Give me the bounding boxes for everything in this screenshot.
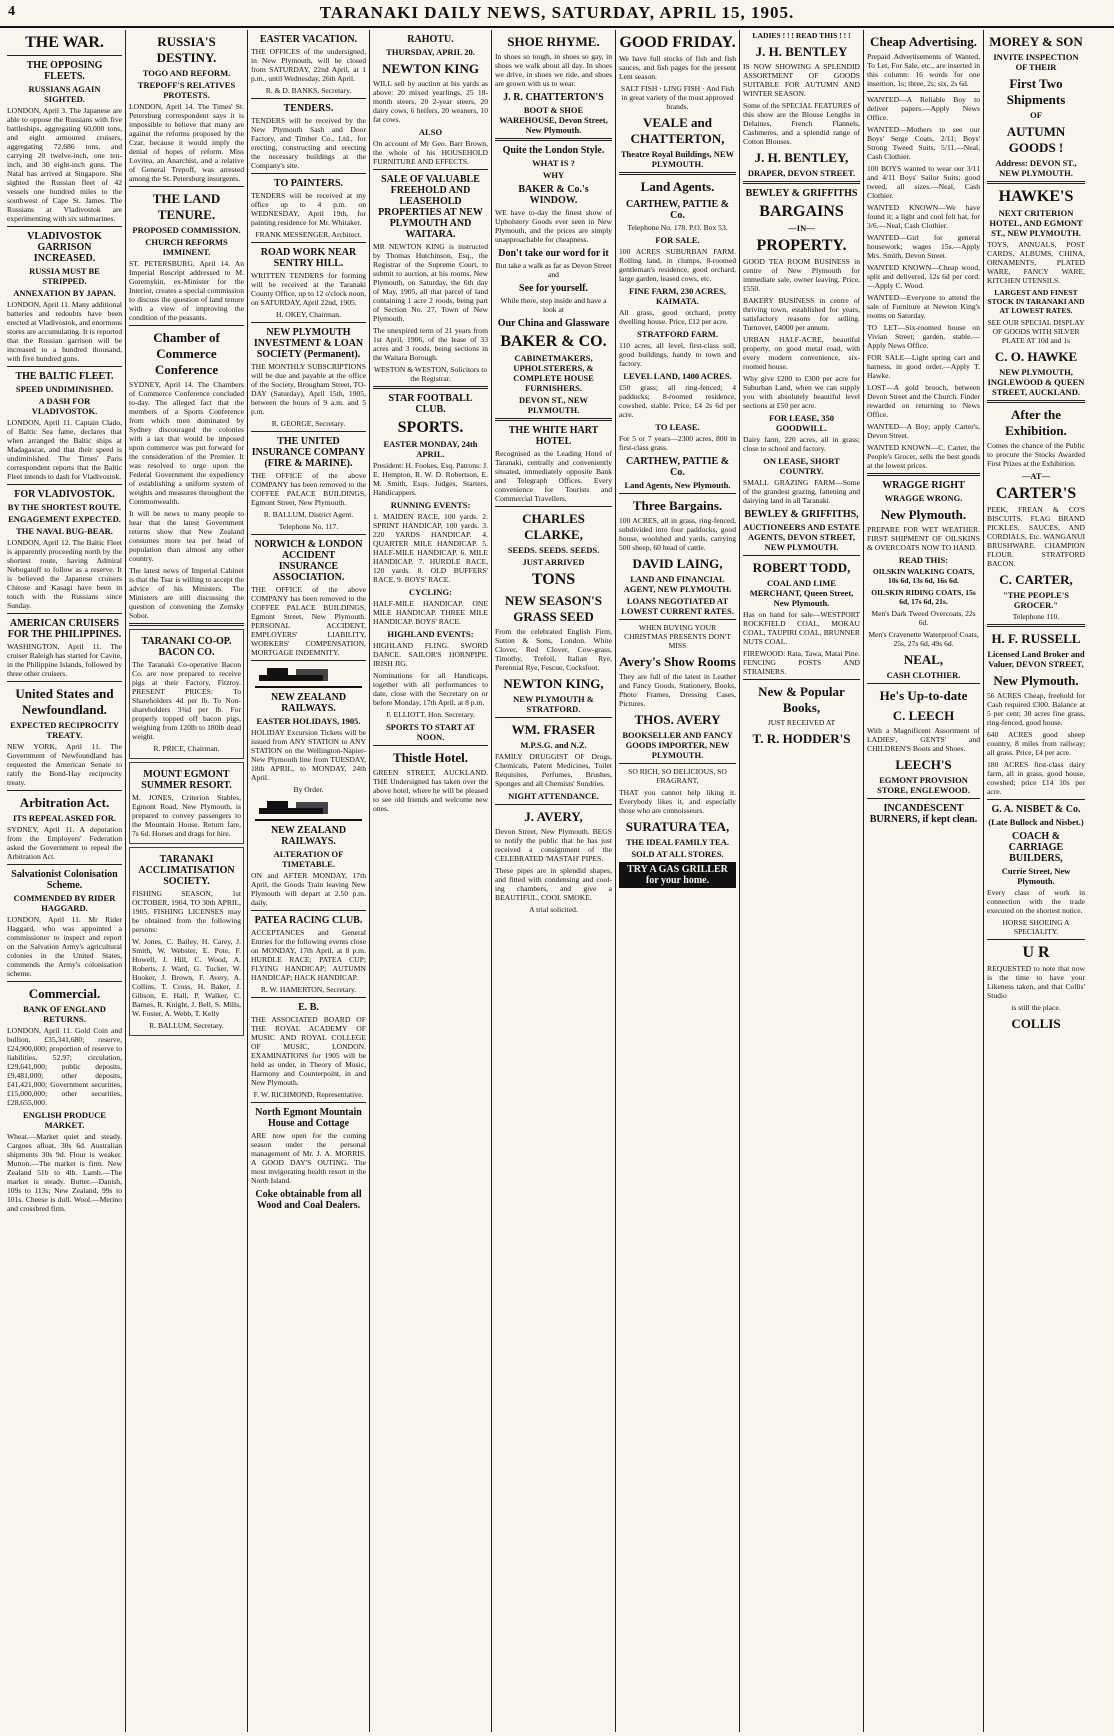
classified-spring-cart: FOR SALE—Light spring cart and harness, in good order.—Apply T. Hawke.	[867, 353, 980, 380]
subheading-goodwill: FOR LEASE, 350 GOODWILL.	[769, 413, 834, 433]
heading-cheap-advertising: Cheap Advertising.	[870, 34, 977, 49]
classified-boy: WANTED—A Reliable Boy to deliver papers.—Apply News Office.	[867, 95, 980, 122]
text-still-the-place: is still the place.	[1011, 1003, 1061, 1012]
heading-land-tenure: THE LAND TENURE.	[152, 191, 221, 222]
page-number: 4	[8, 4, 16, 19]
subheading-seeds: SEEDS. SEEDS. SEEDS.	[507, 545, 600, 555]
text-white-hart: Recognised as the Leading Hotel of Taranaki, centrally and conveniently situated, immediately opposite Bank and Telegraph Offices. Every convenience for Tourists and Commercial Travellers.	[495, 449, 612, 503]
text-step-inside: While there, step inside and have a look at	[500, 296, 607, 314]
text-overcoats: Men's Dark Tweed Overcoats, 22s 6d.	[871, 609, 976, 627]
text-every-class: Every class of work in connection with the trade executed on the shortest notice.	[987, 888, 1085, 915]
text-lease-term: The unexpired term of 21 years from 1st April, 1906, of the lease of 33 acres and 3 roods, being sections in the Waitara Borough.	[373, 326, 488, 362]
ad-acclimatisation	[129, 847, 244, 1036]
subheading-financial-agent: LAND AND FINANCIAL AGENT, NEW PLYMOUTH.	[623, 574, 732, 594]
subheading-peoples-grocer: "THE PEOPLE'S GROCER."	[1003, 590, 1069, 610]
subheading-late-bullock: (Late Bullock and Nisbet.)	[988, 817, 1084, 827]
text-autumn-assortment: IS NOW SHOWING A SPLENDID ASSORTMENT OF GOODS SUITABLE FOR AUTUMN AND WINTER SEASON.	[743, 62, 860, 98]
text-take-a-walk: But take a walk as far as Devon Street and	[495, 261, 612, 279]
heading-american-cruisers: AMERICAN CRUISERS FOR THE PHILIPPINES.	[7, 618, 122, 640]
text-christmas-presents: WHEN BUYING YOUR CHRISTMAS PRESENTS DON'T MISS	[624, 623, 731, 650]
heading-see-yourself: See for yourself.	[519, 283, 588, 294]
classified-felt-hat: WANTED KNOWN—We have found it; a light and cool felt hat, for 3/6.—Neal, Cash Clothier.	[867, 203, 980, 230]
heading-property-sale: SALE OF VALUABLE FREEHOLD AND LEASEHOLD PROPERTIES AT NEW PLYMOUTH AND WAITARA.	[378, 174, 483, 240]
subheading-sports-start: SPORTS TO START AT NOON.	[385, 722, 476, 742]
signature-united-insurance: R. BALLUM, District Agent.	[263, 510, 354, 519]
heading-veale-chatterton: VEALE and CHATTERTON,	[630, 115, 725, 146]
heading-leechs: LEECH'S	[895, 757, 952, 772]
text-stocks-awarded: Comes the chance of the Public to procure the Stocks Awarded First Prizes at the Exhibition.	[987, 441, 1085, 468]
heading-charles-clarke: CHARLES CLARKE,	[522, 511, 585, 542]
heading-grass-seed: NEW SEASON'S GRASS SEED	[505, 593, 602, 624]
heading-london-style: Quite the London Style.	[502, 145, 605, 156]
heading-carthew-pattie-2: CARTHEW, PATTIE & Co.	[625, 456, 730, 478]
heading-wm-fraser: WM. FRASER	[511, 722, 596, 737]
heading-new-plymouth: New Plymouth.	[880, 507, 967, 522]
heading-patea-racing: PATEA RACING CLUB.	[254, 915, 363, 926]
column-drapers	[740, 30, 864, 1732]
signature-elliott: F. ELLIOTT, Hon. Secretary.	[386, 710, 475, 719]
subheading-bank-of-england: BANK OF ENGLAND RETURNS.	[23, 1004, 106, 1024]
article-salvationist: LONDON, April 11. Mr Rider Haggard, who was appointed a commissioner to inspect and report on the Salvation Army's agricultural colonies in the United States, commends the Army's colonisation scheme.	[7, 915, 122, 978]
heading-chatterton: J. R. CHATTERTON'S	[503, 92, 604, 103]
subheading-speed: SPEED UNDIMINISHED.	[15, 384, 114, 394]
text-dairy-farm: Dairy farm, 220 acres, all in grass; close to school and factory.	[743, 435, 860, 453]
heading-north-egmont: North Egmont Mountain House and Cottage	[255, 1107, 362, 1129]
classified-carter-grocer: WANTED KNOWN—C. Carter, the People's Grocer, sells the best goods at the lowest prices.	[867, 443, 980, 470]
text-to-lease: For 5 or 7 years—2300 acres, 800 in first-class grass.	[619, 434, 736, 452]
signature-bacon-co: R. PRICE, Chairman.	[153, 744, 220, 753]
text-baker-window: WE have to-day the finest show of Upholstery Goods ever seen in New Plymouth, and the prices are simply unapproachable for cheapness.	[495, 208, 612, 244]
heading-new-plymouth-2: New Plymouth.	[993, 673, 1079, 688]
text-highland: HIGHLAND FLING. SWORD DANCE. SAILOR'S HORNPIPE. IRISH JIG.	[373, 641, 488, 668]
article-vladivostok: LONDON, April 11. Many additional batteries and redoubts have been erected at Vladivostok, and enormous stores are accumulating. It is reported that the Russian garrison will be increased to a hundred thousand, with five hundred guns.	[7, 300, 122, 363]
heading-commercial: Commercial.	[28, 986, 101, 1001]
classified-to-let: TO LET—Six-roomed house on Vivian Street; garden, stable.—Apply News Office.	[867, 323, 980, 350]
signature-patea: R. W. HAMERTON, Secretary.	[260, 985, 357, 994]
heading-hodder: T. R. HODDER'S	[752, 731, 851, 746]
article-arbitration: SYDNEY, April 11. A deputation from the Employers' Federation asked the Government to repeal the Arbitration Act.	[7, 825, 122, 861]
text-sports-officials: President: H. Fookes, Esq. Patrons: J. E. Hempton, R. W. D. Robertson, E. M. Smith, Esqs. Judges, Starters, Handicappers.	[373, 461, 488, 497]
text-suburban-land: Why give £200 to £300 per acre for Suburban Land, when we can supply you with absolutely beautiful level sections at £50 per acre.	[743, 374, 860, 410]
text-shoe-rhyme: In shoes so tough, in shoes so gay, in shoes we walk about all day. In shoes we drive, in shoes we ride, and shoes are grown with us to wear.	[495, 52, 612, 88]
text-fishing-licenses: FISHING SEASON, 1st OCTOBER, 1904, TO 30th APRIL, 1905. FISHING LICENSES may be obtained from the following persons:	[132, 889, 241, 934]
article-land-tenure: ST. PETERSBURG, April 14. An Imperial Rescript addressed to M. Goremykin, ex-Minister for the Interior, creates a special commission to discuss the question of land tenure with a view of improving the condition of the peasants.	[129, 259, 244, 322]
text-likeness: REQUESTED to note that now is the time to have your Likeness taken, and that Collis' Studio	[987, 964, 1085, 1000]
heading-shoe-rhyme: SHOE RHYME.	[507, 34, 600, 49]
subheading-address: Address: DEVON ST., NEW PLYMOUTH.	[995, 158, 1077, 178]
classified-wood: WANTED KNOWN—Cheap wood, split and delivered, 12s 6d per cord.—Apply C. Wood.	[867, 263, 980, 290]
heading-vladivostok-garrison: VLADIVOSTOK GARRISON INCREASED.	[27, 231, 102, 264]
heading-robert-todd: ROBERT TODD,	[752, 560, 851, 575]
text-norwich-london: THE OFFICE of the above COMPANY has been removed to the COFFEE PALACE BUILDINGS, Egmont Street, New Plymouth. PERSONAL ACCIDENT, EMPLOYERS' LIABILITY, WORKERS' COMPENSATION, MORTGAGE INDEMNITY.	[251, 585, 366, 657]
heading-neal: NEAL,	[903, 652, 944, 667]
heading-avery-showrooms: Avery's Show Rooms	[619, 654, 736, 669]
heading-tenders: TENDERS.	[283, 103, 334, 114]
subheading-russia-stripped: RUSSIA MUST BE STRIPPED.	[29, 266, 100, 286]
text-firewood: FIREWOOD: Rata, Tawa, Matai Pine. FENCING POSTS AND STRAINERS.	[743, 649, 860, 676]
heading-after-exhibition: After the Exhibition.	[1005, 407, 1067, 438]
heading-tons: TONS	[531, 571, 576, 588]
text-mastah-pipes: Devon Street, New Plymouth. BEGS to notify the public that he has just received a consignment of the CELEBRATED 'MASTAH' PIPES.	[495, 827, 612, 863]
ad-mount-egmont	[129, 762, 244, 844]
list-license-agents: W. Jones, C. Bailey, H. Carey, J. Smith, W. Webster, E. Pote, F. Howell, J. Hill, C. Wood, A. Roberts, J. Ward, G. Tucker, W. Hooker, J. Brown, F. Avery, A. Collins, T. Cross, H. Baker, J. Gibson, E. Hall, P. Walker, C. Barnes, R. Knight, J. Bell, S. Mills, W. Foster, A. Webb, T. Kelly	[132, 937, 241, 1018]
subheading-annexation: ANNEXATION BY JAPAN.	[13, 288, 116, 298]
text-grazing-farm: SMALL GRAZING FARM—Some of the grandest grazing, fattening and dairying land in all Taranaki.	[743, 478, 860, 505]
signature-investment: R. GEORGE, Secretary.	[271, 419, 346, 428]
text-rahotu-sale: WILL sell by auction at his yards as above: 20 mixed yearlings, 25 18-month steers, 20 2-year steers, 20 dairy cows, 6 heifers, 20 weaners, 10 fat cows.	[373, 79, 488, 124]
article-tea-consumption: It will be news to many people to hear that the latest Government returns show that New Zealand consumes more tea per head of population than almost any other country.	[129, 509, 244, 563]
text-fish-types: SALT FISH · LING FISH · And Fish in great variety of the most approved brands.	[620, 84, 735, 111]
article-produce-market: Wheat.—Market quiet and steady. Cargoes afloat, 30s 6d. Australian shipments 30s 9d. Flour is weaker. Mutton.—The market is firm. New Zealand 51b to 4lb. Lamb.—The market is steady. Butter.—Danish, 109s to 113s; New Zealand, 99s to 101s. Cheese is dull. Wool.—Merino and crossbred firm.	[7, 1132, 122, 1213]
text-patea-racing: ACCEPTANCES and General Entries for the following events close on MONDAY, 17th April, at 8 p.m. HURDLE RACE; PATEA CUP; FLYING HANDICAP; AUTUMN HANDICAP; HACK HANDICAP.	[251, 928, 366, 982]
classified-furniture: WANTED—Everyone to attend the sale of Furniture at Newton King's rooms on Saturday.	[867, 293, 980, 320]
heading-c-o-hawke: C. O. HAWKE	[994, 349, 1078, 364]
subheading-what-is: WHAT IS ?	[532, 158, 575, 168]
subheading-invite: INVITE INSPECTION OF THEIR	[993, 52, 1079, 72]
text-bacon-co: The Taranaki Co-operative Bacon Co. are now prepared to receive pigs at their Factory, Fitzroy. PRESENT PRICES: To Shareholders 4d per lb. To Non-shareholders 3¾d per lb. For properly topped off bacon pigs, weighing from 120lb to 180lb dead weight.	[132, 660, 241, 741]
subheading-togo-reform: TOGO AND REFORM.	[142, 68, 231, 78]
text-fish-stocks: We have full stocks of fish and fish sauces, and fish pages for the present Lent season.	[619, 54, 736, 81]
subheading-theatre-royal: Theatre Royal Buildings, NEW PLYMOUTH.	[620, 149, 735, 169]
column-shops	[492, 30, 616, 1732]
subheading-easter-monday: EASTER MONDAY, 24th APRIL.	[383, 439, 478, 459]
subheading-level-land: LEVEL LAND, 1400 ACRES.	[623, 371, 732, 381]
heading-j-avery: J. AVERY,	[524, 809, 583, 824]
text-excursion-tickets: HOLIDAY Excursion Tickets will be issued from ANY STATION to ANY STATION on the Wellington-Napier-New Plymouth line from TUESDAY, 18th APRIL, to MONDAY, 24th April.	[251, 728, 366, 782]
subheading-provision-store: EGMONT PROVISION STORE, ENGLEWOOD.	[877, 775, 970, 795]
heading-russias-destiny: RUSSIA'S DESTINY.	[156, 34, 217, 65]
heading-norwich-london: NORWICH & LONDON ACCIDENT INSURANCE ASSOCIATION.	[254, 539, 363, 583]
heading-acclimatisation: TARANAKI ACCLIMATISATION SOCIETY.	[138, 854, 235, 887]
heading-carthew-pattie: CARTHEW, PATTIE & Co.	[625, 199, 730, 221]
subheading-cycling: CYCLING:	[409, 587, 452, 597]
text-wm-fraser: FAMILY DRUGGIST OF Drugs, Chemicals, Patent Medicines, Toilet Requisites, Perfumes, Brushes, Sponges and all Chemists' Sundries.	[495, 752, 612, 788]
text-oilskins: PREPARE FOR WET WEATHER. FIRST SHIPMENT OF OILSKINS & OVERCOATS NOW TO HAND.	[867, 525, 980, 552]
signature-easter-vacation: R. & D. BANKS, Secretary.	[265, 86, 352, 95]
heading-suratura-tea: SURATURA TEA,	[625, 819, 730, 834]
text-just-received: JUST RECEIVED AT	[767, 718, 836, 727]
heading-us-newfoundland: United States and Newfoundland.	[15, 686, 114, 717]
heading-coach-builders: COACH & CARRIAGE BUILDERS,	[1008, 831, 1064, 864]
heading-baker-window: BAKER & Co.'s WINDOW.	[518, 184, 589, 206]
heading-thistle-hotel: Thistle Hotel.	[392, 750, 469, 765]
subheading-stratford-farm: STRATFORD FARM.	[637, 329, 718, 339]
subheading-cash-clothier: CASH CLOTHIER.	[886, 670, 961, 680]
heading-land-agents: Land Agents.	[640, 179, 715, 194]
text-kaimata: All grass, good orchard, pretty dwelling house. Price, £12 per acre.	[619, 308, 736, 326]
article-baltic-fleet: LONDON, April 11. Captain Clado, of Baltic Sea fame, declares that when arranged the Baltic ships at Madagascar, and that their speed is undiminished. The Times' Paris correspondent reports that the Baltic Fleet intends to dash for Vladivostok.	[7, 418, 122, 481]
heading-investment-society: NEW PLYMOUTH INVESTMENT & LOAN SOCIETY (Permanent).	[253, 327, 364, 360]
article-newfoundland: NEW YORK, April 11. The Government of Newfoundland has requested the American Senate to ratify the Bond-Hay reciprocity treaty.	[7, 742, 122, 787]
heading-chamber-commerce: Chamber of Commerce Conference	[153, 330, 220, 377]
article-american-cruisers: WASHINGTON, April 11. The cruiser Raleigh has started for Cavite, in the Philippine Islands, followed by three other cruisers.	[7, 642, 122, 678]
text-cravenette: Men's Cravenette Waterproof Coats, 25s, 27s 6d, 49s 6d.	[868, 630, 979, 648]
text-silver-plate: SEE OUR SPECIAL DISPLAY OF GOODS WITH SILVER PLATE AT 10d and 1s	[987, 318, 1085, 345]
telephone-united-insurance: Telephone No. 117.	[278, 522, 339, 531]
article-russias-destiny: LONDON, April 14. The Times' St. Petersburg correspondent says it is impossible to believe that many are against the reforms proposed by the Czar, because it would imply the denial of hopes of reform. Miss Lovitea, an Anarchist, and a relative of General Trepoff, was arrested among the St. Petersburg insurgents.	[129, 102, 244, 183]
heading-baltic-fleet: THE BALTIC FLEET.	[15, 371, 114, 382]
classified-serge-coats: WANTED—Mothers to see our Boys' Serge Coats, 2/11; Boys' Strong Tweed Suits, 5/11.—Neal, Cash Clothier.	[867, 125, 980, 161]
text-tea-room: GOOD TEA ROOM BUSINESS in centre of New Plymouth for immediate sale, owner leaving. Price, £550.	[743, 257, 860, 293]
text-cannot-help: THAT you cannot help liking it. Everybody likes it, and especially those who are connoisseurs.	[619, 788, 736, 815]
text-largest-stock: LARGEST AND FINEST STOCK IN TARANAKI AND AT LOWEST RATES.	[987, 288, 1085, 315]
subheading-devon-st: DEVON ST., NEW PLYMOUTH.	[518, 395, 589, 415]
subheading-wragge-wrong: WRAGGE WRONG.	[884, 493, 963, 503]
subheading-cabinetmakers: CABINETMAKERS, UPHOLSTERERS, & COMPLETE HOUSE FURNISHERS.	[513, 353, 594, 393]
text-640-acres: 640 ACRES good sheep country, 8 miles from railway; all grass. Price, £4 per acre.	[987, 730, 1085, 757]
signature-academy: F. W. RICHMOND, Representative.	[253, 1090, 364, 1099]
text-running-events: 1. MAIDEN RACE, 100 yards. 2. SPRINT HANDICAP, 100 yards. 3. 220 YARDS HANDICAP. 4. QUARTER MILE HANDICAP. 5. HALF-MILE HANDICAP. 6. MILE HANDICAP. 7. HURDLE RACE, 120 yards. 8. OLD BUFFERS' RACE. 9. BOYS' RACE.	[373, 512, 488, 584]
subheading-engagement: ENGAGEMENT EXPECTED.	[8, 514, 121, 524]
heading-wragge-right: WRAGGE RIGHT	[882, 480, 965, 491]
article-bank-returns: LONDON, April 11. Gold Coin and bullion, £35,341,680; reserve, £24,900,000; proportion of reserve to liabilities, 52.97; circulation, £29,641,000; public deposits, £9,481,000; other deposits, £41,421,000; Government securities, £15,000,000; other securities, £28,655,000.	[7, 1026, 122, 1107]
heading-c-carter: C. CARTER,	[999, 572, 1073, 587]
heading-newton-king: NEWTON KING	[382, 61, 479, 76]
subheading-hawke-branches: NEW PLYMOUTH, INGLEWOOD & QUEEN STREET, AUCKLAND.	[987, 367, 1085, 397]
subheading-in: —IN—	[788, 223, 815, 233]
heading-morey-son: MOREY & SON	[989, 34, 1083, 49]
heading-u-r: U R	[1022, 944, 1050, 961]
ad-bacon-co	[129, 629, 244, 759]
signature-by-order: By Order.	[293, 785, 324, 794]
subheading-coal-lime: COAL AND LIME MERCHANT, Queen Street, New Plymouth.	[749, 578, 854, 608]
heading-nz-railways-2: NEW ZEALAND RAILWAYS.	[270, 825, 347, 847]
heading-good-friday: GOOD FRIDAY.	[619, 34, 736, 51]
text-timetable: ON and AFTER MONDAY, 17th April, the Goods Train leaving New Plymouth will depart at 2.50 p.m. daily.	[251, 871, 366, 907]
heading-mount-egmont: MOUNT EGMONT SUMMER RESORT.	[141, 769, 232, 791]
article-imperial-cabinet: The latest news of Imperial Cabinet is that the Tsar is willing to accept the advice of his Ministers. The Ministers are still discussing the question of convening the Zemsky Sobor.	[129, 566, 244, 620]
subheading-auctioneers: AUCTIONEERS AND ESTATE AGENTS, DEVON STREET, NEW PLYMOUTH.	[743, 522, 860, 552]
subheading-timetable: ALTERATION OF TIMETABLE.	[273, 849, 344, 869]
heading-coke: Coke obtainable from all Wood and Coal Dealers.	[255, 1189, 362, 1211]
text-special-features: Some of the SPECIAL FEATURES of this show are the Blouse Lengths in Delaines, French Flannels, Cashmeres, and a splendid range of Cotton Blouses.	[743, 101, 860, 146]
heading-arbitration-act: Arbitration Act.	[19, 795, 110, 810]
heading-three-bargains: Three Bargains.	[632, 498, 723, 513]
text-walking-coats: OILSKIN WALKING COATS, 10s 6d, 13s 6d, 16s 6d.	[872, 567, 975, 585]
subheading-all-stores: SOLD AT ALL STORES.	[631, 849, 724, 859]
subheading-to-lease: TO LEASE.	[655, 422, 700, 432]
heading-white-hart: THE WHITE HART HOTEL	[508, 425, 599, 447]
subheading-trepoff: TREPOFF'S RELATIVES PROTESTS.	[137, 80, 236, 100]
heading-incandescent: INCANDESCENT BURNERS, if kept clean.	[869, 803, 978, 825]
column-russia	[126, 30, 248, 1732]
subheading-produce-market: ENGLISH PRODUCE MARKET.	[23, 1110, 106, 1130]
subheading-running-events: RUNNING EVENTS:	[390, 500, 471, 510]
subheading-at: —AT—	[1021, 471, 1051, 481]
article-opposing-fleets: LONDON, April 3. The Japanese are able to oppose the Russians with five battleships, aggregating 60,000 tons, and eight armoured cruisers, aggregating 72,686 tons, and carrying 20 twelve-inch, one ten-inch, and 30 eight-inch guns. The Natal has arrived at Singapore. She sighted the Russian fleet of 42 vessels one hundred miles to the southwest of Cape St. James. The Russians at Vladivostok are experimenting with six submarines.	[7, 106, 122, 223]
text-tenders: TENDERS will be received by the New Plymouth Sash and Door Factory, and Timber Co., Ltd., for erecting, constructing and erecting the necessary buildings at the Company's site.	[251, 116, 366, 170]
telephone-carthew: Telephone No. 178. P.O. Box 53.	[627, 223, 728, 232]
heading-opposing-fleets: THE OPPOSING FLEETS.	[26, 60, 103, 82]
heading-bacon-co: TARANAKI CO-OP. BACON CO.	[141, 636, 232, 658]
text-level-land: £50 grass; all ring-fenced; 4 paddocks; 8-roomed residence, cowshed, stable. Price, £4 2s 6d per acre.	[619, 383, 736, 419]
heading-salvationist: Salvationist Colonisation Scheme.	[11, 869, 118, 891]
subheading-mpsg: M.P.S.G. and N.Z.	[520, 740, 587, 750]
signature-road-work: H. OKEY, Chairman.	[275, 310, 342, 319]
column-land-agents	[616, 30, 740, 1732]
heading-bargains: BARGAINS	[759, 203, 844, 220]
subheading-dash: A DASH FOR VLADIVOSTOK.	[31, 396, 98, 416]
subheading-short-country: ON LEASE, SHORT COUNTRY.	[763, 456, 840, 476]
subheading-commission: PROPOSED COMMISSION.	[132, 225, 241, 235]
subheading-church-reforms: CHURCH REFORMS IMMINENT.	[145, 237, 228, 257]
text-thistle-hotel: GREEN STREET, AUCKLAND. THE Undersigned has taken over the above hotel, where he will be pleased to see old friends and welcome new ones.	[373, 768, 488, 813]
masthead	[0, 0, 1114, 28]
banner-gas-griller: TRY A GAS GRILLER for your home.	[619, 862, 736, 888]
subheading-loans: LOANS NEGOTIATED AT LOWEST CURRENT RATES.	[621, 596, 734, 616]
subheading-shortest-route: BY THE SHORTEST ROUTE.	[7, 502, 122, 512]
heading-rahotu: RAHOTU.	[407, 34, 454, 45]
subheading-land-agents-np: Land Agents, New Plymouth.	[624, 480, 731, 490]
subheading-np-stratford: NEW PLYMOUTH & STRATFORD.	[513, 694, 594, 714]
heading-property: PROPERTY.	[756, 237, 847, 254]
article-for-vladivostok: LONDON, April 12. The Baltic Fleet is apparently proceeding north by the shortest route, having Admiral Nebogatoff to follow as a reserve. It is believed the Japanese cruisers Chitose and Kasagi have been in touch with the Russians since Sunday.	[7, 538, 122, 610]
heading-eb: E. B.	[298, 1002, 319, 1013]
heading-road-work: ROAD WORK NEAR SENTRY HILL.	[260, 247, 357, 269]
signature-weston: WESTON & WESTON, Solicitors to the Registrar.	[373, 365, 488, 383]
heading-thos-avery: THOS. AVERY	[634, 712, 721, 727]
heading-c-leech: C. LEECH	[892, 708, 955, 723]
heading-baker-co: BAKER & CO.	[500, 333, 607, 350]
heading-nisbet: G. A. NISBET & Co.	[991, 804, 1081, 815]
train-illustration-2	[255, 797, 362, 821]
heading-easter-vacation: EASTER VACATION.	[259, 34, 358, 45]
heading-newton-king-2: NEWTON KING,	[503, 676, 604, 691]
subheading-russians-sighted: RUSSIANS AGAIN SIGHTED.	[28, 84, 101, 104]
subheading-reciprocity: EXPECTED RECIPROCITY TREATY.	[10, 720, 119, 740]
text-cycling: HALF-MILE HANDICAP. ONE MILE HANDICAP. THREE MILE HANDICAP. BOYS' RACE.	[373, 599, 488, 626]
heading-star-football: STAR FOOTBALL CLUB.	[388, 393, 473, 415]
text-three-bargains: 100 ACRES, all in grass, ring-fenced, subdivided into four paddocks, good house, woolshed and yards, carrying 500 sheep, 60 head of cattle.	[619, 516, 736, 552]
classified-sailor-suits: 100 BOYS wanted to wear our 3/11 and 4/11 Boys' Sailor Suits; good tweed, all sizes.—Neal, Cash Clothier.	[867, 164, 980, 200]
heading-hf-russell: H. F. RUSSELL	[991, 631, 1081, 646]
heading-the-war: THE WAR.	[25, 34, 104, 51]
text-carters-goods: PEEK, FREAN & CO'S BISCUITS. FLAG BRAND PICKLES, SAUCES, AND CORDIALS, Etc. WANGANUI BRUSHWARE. CHAMPION FLOUR. STRATFORD BACON.	[987, 505, 1085, 568]
text-royal-academy: THE ASSOCIATED BOARD OF THE ROYAL ACADEMY OF MUSIC AND ROYAL COLLEGE OF MUSIC, LONDON. EXAMINATIONS for 1905 will be held as under, in Theory of Music, Harmony and Counterpoint, in and New Plymouth.	[251, 1015, 366, 1087]
text-trial-solicited: A trial solicited.	[529, 905, 578, 914]
signature-acclimatisation: R. BALLUM, Secretary.	[149, 1021, 224, 1030]
text-bakery: BAKERY BUSINESS in centre of thriving town, established for years, satisfactory reasons for selling. Turnover, £4000 per annum.	[743, 296, 860, 332]
text-riding-coats: OILSKIN RIDING COATS, 15s 6d, 17s 6d, 21s.	[871, 588, 976, 606]
text-investment-society: THE MONTHLY SUBSCRIPTIONS will be due and payable at the office of the Society, Brougham Street, TO-DAY (Saturday), April 15th, 1905, between the hours of 9 a.m. and 5 p.m.	[251, 362, 366, 416]
text-urban-half-acre: URBAN HALF-ACRE, beautiful property, on good metal road, with every modern convenience, six-roomed house.	[743, 335, 860, 371]
subheading-highland: HIGHLAND EVENTS:	[387, 629, 474, 639]
text-boots-shoes: With a Magnificent Assortment of LADIES', GENTS' and CHILDREN'S Boots and Shoes.	[867, 726, 980, 753]
subheading-repeal: ITS REPEAL ASKED FOR.	[13, 813, 116, 823]
subheading-night-attendance: NIGHT ATTENDANCE.	[508, 791, 599, 801]
heading-hawkes: HAWKE'S	[998, 188, 1074, 205]
signature-painters: FRANK MESSENGER, Architect.	[255, 230, 362, 239]
heading-jh-bentley: J. H. BENTLEY	[755, 44, 848, 59]
subheading-ideal-tea: THE IDEAL FAMILY TEA.	[626, 837, 729, 847]
heading-bewley-griffiths-2: BEWLEY & GRIFFITHS,	[744, 509, 859, 520]
column-stores	[984, 30, 1088, 1732]
column-war-news	[4, 30, 126, 1732]
article-chamber-commerce: SYDNEY, April 14. The Chambers of Commerce Conference concluded to-day. The alleged fact that the members of a Sports Conference from which men dominated by Sydney discouraged the colonies with a tax that would be imposed upon commerce was put forward for the consideration of the Premier. It was resolved to urge upon the Federal Government the expediency of establishing a uniform system of weights and measures throughout the Commonwealth.	[129, 380, 244, 506]
text-coal-types: Has on hand for sale—WESTPORT ROCKFIELD COAL, MOKAU COAL, TAUPIRI COAL, BRUNNER NUTS COAL.	[743, 610, 860, 646]
text-so-rich: SO RICH, SO DELICIOUS, SO FRAGRANT,	[628, 767, 727, 785]
subheading-naval-bugbear: THE NAVAL BUG-BEAR.	[16, 526, 113, 536]
classified-girl: WANTED—Girl for general housework; wages 15s.—Apply Mrs. Smith, Devon Street.	[867, 233, 980, 260]
heading-first-shipments: First Two Shipments	[1006, 76, 1066, 107]
heading-jh-bentley-2: J. H. BENTLEY,	[754, 150, 849, 165]
subheading-also-1: ALSO	[418, 127, 443, 137]
train-illustration	[255, 664, 362, 688]
text-stratford-farm: 110 acres, all level, first-class soil, good buildings, handy to town and factory.	[619, 341, 736, 368]
heading-david-laing: DAVID LAING,	[632, 556, 723, 571]
text-toys: TOYS, ANNUALS, POST CARDS, ALBUMS, CHINA, ORNAMENTS, PLATED WARE, FANCY WARE, KITCHEN UTENSILS.	[987, 240, 1085, 285]
heading-united-insurance: THE UNITED INSURANCE COMPANY (FIRE & MARINE).	[251, 436, 366, 469]
masthead-title: TARANAKI DAILY NEWS, SATURDAY, APRIL 15, 1905.	[319, 3, 795, 22]
text-avery-showrooms: They are full of the latest in Leather and Fancy Goods, Stationery, Books, Photo Frames, Dressing Cases, Pictures.	[619, 672, 736, 708]
text-grass-seed: From the celebrated English Firm, Sutton & Sons, London. White Clover, Red Clover, Cow-grass, Timothy, Trefoil, Italian Rye, Perennial Rye, Fescue, Cocksfoot.	[495, 627, 612, 672]
text-180-acres: 180 ACRES first-class dairy farm, all in grass, good house, cowshed; price £14 10s per acre.	[987, 760, 1085, 796]
subheading-boot-warehouse: BOOT & SHOE WAREHOUSE, Devon Street, New Plymouth.	[499, 105, 608, 135]
heading-collis: COLLIS	[1011, 1016, 1061, 1031]
subheading-read-this: READ THIS:	[898, 555, 949, 565]
heading-autumn-goods: AUTUMN GOODS !	[1006, 124, 1066, 155]
text-nominations: Nominations for all Handicaps, together with all performances to date, close with the Secretary on or before Monday, 17th April, at 8 p.m.	[373, 671, 488, 707]
columns	[4, 30, 1110, 1732]
text-property-sale: MR NEWTON KING is instructed by Thomas Hutchinson, Esq., the Registrar of the Supreme Court, to submit to auction, at his rooms, New Plymouth, on Saturday, the 6th day of May, 1905, all that parcel of land containing 1 acre 2 roods, being part of Section No. 27, Town of New Plymouth.	[373, 242, 488, 323]
heading-bewley-griffiths: BEWLEY & GRIFFITHS	[745, 188, 858, 199]
text-ladies-read: LADIES ! ! ! READ THIS ! ! !	[752, 31, 851, 40]
text-to-painters: TENDERS will be received at my office up to 4 p.m. on WEDNESDAY, April 19th, for painting residence for Mr. Whitaker.	[251, 191, 366, 227]
subheading-land-broker: Licensed Land Broker and Valuer, DEVON STREET,	[987, 649, 1085, 669]
heading-for-vladivostok: FOR VLADIVOSTOK.	[14, 489, 115, 500]
heading-nz-railways-1: NEW ZEALAND RAILWAYS.	[270, 692, 347, 714]
text-pipe-shapes: These pipes are in splendid shapes, and fitted with condensing and cool-ing chambers, and give a BEAUTIFUL, COOL SMOKE.	[495, 866, 612, 902]
subheading-thursday: THURSDAY, APRIL 20.	[386, 47, 475, 57]
heading-dont-take-word: Don't take our word for it	[498, 248, 609, 259]
column-classifieds	[864, 30, 984, 1732]
subheading-easter-holidays: EASTER HOLIDAYS, 1905.	[256, 716, 361, 726]
text-easter-vacation: THE OFFICES of the undersigned, in New Plymouth, will be closed from SATURDAY, 22nd April, at 1 p.m., until Wednesday, 26th April.	[251, 47, 366, 83]
text-horse-shoeing: HORSE SHOEING A SPECIALITY.	[1002, 918, 1070, 936]
subheading-for-sale: FOR SALE.	[655, 235, 700, 245]
text-prepaid-rates: Prepaid Advertisements of Wanted, To Let, For Sale, etc., are inserted in this column: 16 words for one insertion, 1s; three, 2s; six, 2s 6d.	[867, 52, 980, 88]
subheading-currie-street: Currie Street, New Plymouth.	[1001, 866, 1071, 886]
classified-boy-carters: WANTED—A Boy; apply Carter's, Devon Street.	[867, 422, 980, 440]
heading-sports: SPORTS.	[397, 419, 464, 436]
text-56-acres: 56 ACRES Cheap, freehold for Cash required £300. Balance at 5 per cent; 30 acres fine grass, ring-fenced, good house.	[987, 691, 1085, 727]
heading-carters: CARTER'S	[995, 485, 1077, 502]
heading-to-painters: TO PAINTERS.	[273, 178, 344, 189]
telephone-carter: Telephone 110.	[1012, 612, 1060, 621]
text-mount-egmont: M. JONES, Criterion Stables, Egmont Road, New Plymouth, is prepared to convey passengers to the Mountain House. Return fare, 7s 6d. Horses and drags for hire.	[132, 793, 241, 838]
subheading-bookseller: BOOKSELLER AND FANCY GOODS IMPORTER, NEW PLYMOUTH.	[622, 730, 733, 760]
column-auctions-sports	[370, 30, 492, 1732]
subheading-draper: DRAPER, DEVON STREET.	[747, 168, 856, 178]
column-notices	[248, 30, 370, 1732]
subheading-kaimata: FINE FARM, 230 ACRES, KAIMATA.	[629, 286, 726, 306]
heading-china-glassware: Our China and Glassware	[497, 318, 610, 329]
heading-up-to-date: He's Up-to-date	[879, 688, 968, 703]
text-road-work: WRITTEN TENDERS for forming will be received at the Taranaki County Office, up to 12 o'clock noon, on SATURDAY, April 22nd, 1905.	[251, 271, 366, 307]
text-furniture-sale: On account of Mr Geo. Barr Brown, the whole of his HOUSEHOLD FURNITURE AND EFFECTS.	[373, 139, 488, 166]
subheading-just-arrived: JUST ARRIVED	[522, 557, 585, 567]
subheading-why: WHY	[542, 170, 565, 180]
text-united-insurance: THE OFFICE of the above COMPANY has been removed to the COFFEE PALACE BUILDINGS, Egmont Street, New Plymouth.	[251, 471, 366, 507]
text-north-egmont: ARE now open for the coming season under the personal management of Mr. J. A. MORRIS. A GOOD DAY'S OUTING. The most invigorating health resort in the North Island.	[251, 1131, 366, 1185]
text-suburban-farm: 100 ACRES SUBURBAN FARM. Rolling land, in clumps, 8-roomed gentleman's residence, good orchard, large garden, leased cows, etc.	[619, 247, 736, 283]
classified-lost-brooch: LOST—A gold brooch, between Devon Street and the Church. Finder rewarded on returning to News Office.	[867, 383, 980, 419]
heading-popular-books: New & Popular Books,	[758, 684, 845, 715]
subheading-rider-haggard: COMMENDED BY RIDER HAGGARD.	[13, 893, 116, 913]
subheading-criterion: NEXT CRITERION HOTEL, AND EGMONT ST., NEW PLYMOUTH.	[989, 208, 1083, 238]
subheading-of: OF	[1030, 110, 1042, 120]
